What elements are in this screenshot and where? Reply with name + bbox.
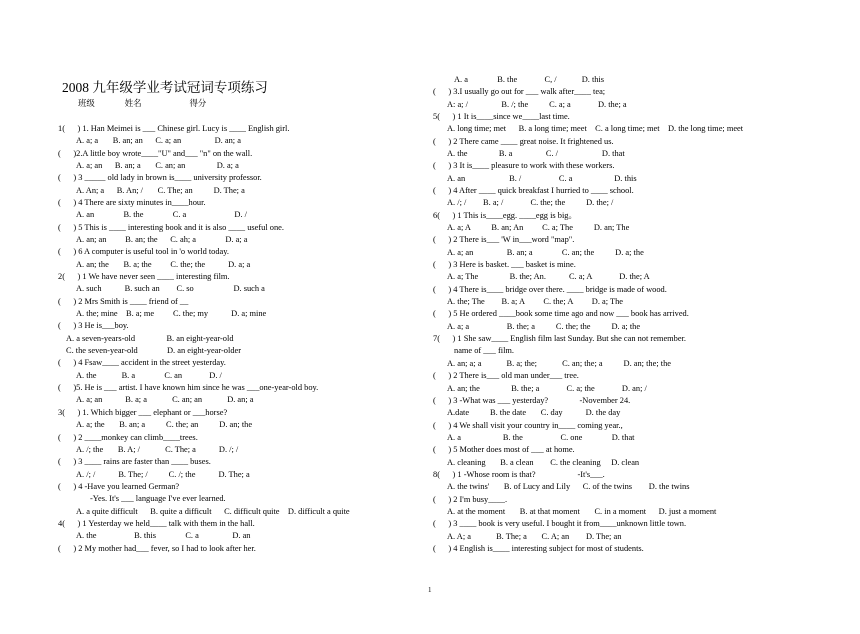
right-line: A. a; The B. the; An. C. a; A D. the; A — [447, 272, 650, 282]
left-line: A. such B. such an C. so D. such a — [76, 284, 265, 294]
right-line: ( ) 5 Mother does most of ___ at home. — [433, 445, 575, 455]
right-line: 7( ) 1 She saw____ English film last Sunday. But she can not remember. — [433, 334, 686, 344]
right-line: 6( ) 1 This is____egg. ____egg is big。 — [433, 210, 577, 220]
right-line: ( ) 2 There came ____ great noise. It frightened us. — [433, 136, 614, 146]
right-line: A. the twins' B. of Lucy and Lily C. of the twins D. the twins — [447, 482, 690, 492]
right-line: A. an B. / C. a D. this — [447, 173, 637, 183]
right-line: A. a B. the C. one D. that — [447, 432, 635, 442]
left-line: A. a; an B. a; a C. an; an D. an; a — [76, 395, 254, 405]
right-line: A. an; a; a B. a; the; C. an; the; a D. an; the; the — [447, 358, 671, 368]
left-line: 1( ) 1. Han Meimei is ___ Chinese girl. Lucy is ____ English girl. — [58, 124, 290, 133]
left-line: ( ) 5 This is ____ interesting book and it is also ____ useful one. — [58, 222, 284, 232]
right-line: ( ) 4 We shall visit your country in____ coming year., — [433, 420, 623, 430]
left-line: A. /; the B. A; / C. The; a D. /; / — [76, 444, 239, 454]
right-line: ( ) 5 He ordered ____book some time ago and now ___ book has arrived. — [433, 309, 689, 319]
left-line: A. an; the B. a; the C. the; the D. a; a — [76, 259, 251, 269]
left-line: A. an B. the C. a D. / — [76, 210, 247, 220]
header-fields — [78, 97, 206, 109]
page-number: 1 — [428, 586, 432, 594]
right-line: ( ) 3 Here is basket. ___ basket is mine. — [433, 260, 576, 270]
left-line: A. An; a B. An; / C. The; an D. The; a — [76, 185, 245, 195]
right-line: ( ) 3 It is____ pleasure to work with these workers. — [433, 161, 615, 171]
right-line: A. the; The B. a; A C. the; A D. a; The — [447, 297, 624, 307]
right-line: ( ) 3 ____ book is very useful. I bought it from____unknown little town. — [433, 519, 687, 529]
right-line: 5( ) 1 It is____since we____last time. — [433, 112, 570, 122]
name-label: 姓名 — [124, 99, 142, 108]
class-label: 班级 — [78, 99, 95, 108]
left-line: A. the; mine B. a; me C. the; my D. a; mine — [76, 309, 267, 319]
left-line: A. /; / B. The; / C. /; the D. The; a — [76, 469, 250, 479]
right-line: A. cleaning B. a clean C. the cleaning D. clean — [447, 457, 640, 467]
left-line: 3( ) 1. Which bigger ___ elephant or ___horse? — [58, 407, 228, 417]
left-line: 4( ) 1 Yesterday we held____ talk with them in the hall. — [58, 518, 255, 528]
left-line: ( ) 3 _____ old lady in brown is____ university professor. — [58, 173, 262, 183]
page-title: 2008 九年级学业考试冠词专项练习 — [62, 80, 268, 95]
left-line: ( ) 6 A computer is useful tool in 'o world today. — [58, 247, 230, 257]
left-line: A. a; an B. an; a C. an; an D. a; a — [76, 161, 239, 171]
right-line: ( ) 2 I'm busy____. — [433, 494, 508, 504]
right-line: 8( ) 1 -Whose room is that? -It's___. — [433, 469, 605, 479]
right-line: ( ) 4 English is____ interesting subject for most of students. — [433, 543, 644, 553]
left-line: ( ) 4 There are sixty minutes in____hour. — [58, 198, 206, 208]
right-line: name of ___ film. — [454, 346, 515, 356]
right-line: A. A; a B. The; a C. A; an D. The; an — [447, 531, 622, 541]
score-label: 得分 — [189, 99, 207, 108]
left-line: A. the B. this C. a D. an — [76, 531, 251, 541]
right-line: ( ) 2 There is___ old man under___ tree. — [433, 371, 579, 381]
left-line: ( )5. He is ___ artist. I have known him since he was ___one-year-old boy. — [58, 383, 319, 393]
left-line: ( ) 4 -Have you learned German? — [58, 481, 180, 491]
left-line: A. a seven-years-old B. an eight-year-old — [66, 333, 234, 343]
left-line: ( )2.A little boy wrote____"U" and___ "n" on the wall. — [58, 148, 253, 158]
right-line: A: a; / B. /; the C. a; a D. the; a — [447, 99, 627, 109]
right-line: A. a B. the C, / D. this — [454, 75, 605, 84]
right-line: A. a; a B. the; a C. the; the D. a; the — [447, 321, 641, 331]
left-line: ( ) 2 ____monkey can climb____trees. — [58, 432, 198, 442]
right-line: ( ) 4 There is____ bridge over there. ____ bridge is made of wood. — [433, 284, 667, 294]
left-line: ( ) 2 Mrs Smith is ____ friend of __ — [58, 296, 189, 306]
left-line: ( ) 4 Fsaw____ accident in the street yesterday. — [58, 358, 226, 368]
left-line: ( ) 2 My mother had___ fever, so I had to look after her. — [58, 543, 256, 553]
right-line: A. /; / B. a; / C. the; the D. the; / — [447, 198, 614, 208]
right-line: A. a; an B. an; a C. an; the D. a; the — [447, 247, 644, 257]
right-line: A.date B. the date C. day D. the day — [447, 408, 621, 418]
left-line: C. the seven-year-old D. an eight-year-older — [66, 346, 242, 356]
right-line: A. long time; met B. a long time; meet C. a long time; met D. the long time; meet — [447, 124, 744, 134]
left-line: ( ) 3 ____ rains are faster than ____ buses. — [58, 457, 211, 467]
left-line: A. the B. a C. an D. / — [76, 370, 222, 380]
right-line: ( ) 4 After ____ quick breakfast I hurried to ____ school. — [433, 186, 634, 196]
right-line: A. the B. a C. / D. that — [447, 149, 625, 159]
left-line: -Yes. It's ___ language I've ever learned. — [90, 494, 226, 504]
right-line: A. a; A B. an; An C. a; The D. an; The — [447, 223, 630, 233]
left-line: ( ) 3 He is___boy. — [58, 321, 129, 331]
left-line: A. a quite difficult B. quite a difficult C. difficult quite D. difficult a quite — [76, 506, 350, 516]
right-line: ( ) 3 -What was ___ yesterday? -November 24. — [433, 395, 631, 405]
right-line: A. an; the B. the; a C. a; the D. an; / — [447, 383, 647, 393]
left-line: A. a; a B. an; an C. a; an D. an; a — [76, 136, 241, 146]
left-line: 2( ) 1 We have never seen ____ interesting film. — [58, 272, 230, 282]
right-line: A. at the moment B. at that moment C. in a moment D. just a moment — [447, 506, 717, 516]
right-line: ( ) 3.I usually go out for ___ walk after____ tea; — [433, 87, 606, 97]
right-line: ( ) 2 There is___ 'W in___word "map". — [433, 235, 575, 245]
left-line: A. an; an B. an; the C. ah; a D. a; a — [76, 235, 248, 245]
left-line: A. a; the B. an; a C. the; an D. an; the — [76, 420, 253, 430]
